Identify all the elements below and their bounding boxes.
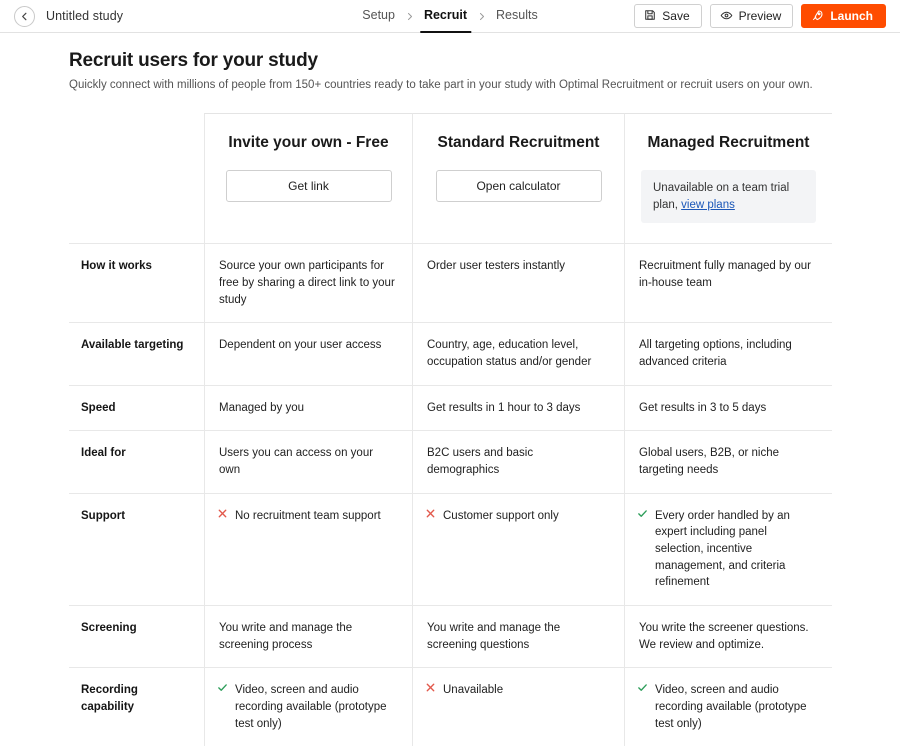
row-label-screening: Screening xyxy=(69,605,204,667)
cell-text: Video, screen and audio recording available (prototype test only) xyxy=(655,684,807,730)
cell-text: Video, screen and audio recording available (prototype test only) xyxy=(235,684,387,730)
row-label-support: Support xyxy=(69,493,204,605)
floppy-disk-icon xyxy=(644,9,656,23)
page-subtitle: Quickly connect with millions of people from 150+ countries ready to take part in your study with Optimal Recruitment or recruit users on your own. xyxy=(69,79,813,91)
row-label-recording-capability: Recording capability xyxy=(69,667,204,746)
preview-button[interactable] xyxy=(710,4,794,28)
back-button[interactable] xyxy=(14,6,35,27)
column-standard-recruitment xyxy=(412,113,624,243)
table-cell: Dependent on your user access xyxy=(204,322,412,384)
page-title: Recruit users for your study xyxy=(69,50,318,71)
tab-recruit[interactable]: Recruit xyxy=(420,0,471,33)
recruitment-comparison-table xyxy=(69,113,832,746)
study-title[interactable]: Untitled study xyxy=(46,9,124,23)
cell-text: Unavailable xyxy=(443,684,504,697)
table-cell xyxy=(624,493,832,605)
save-label: Save xyxy=(662,9,690,23)
row-label-ideal-for: Ideal for xyxy=(69,430,204,492)
row-label-speed: Speed xyxy=(69,385,204,431)
table-cell: All targeting options, including advanced criteria xyxy=(624,322,832,384)
column-title: Managed Recruitment xyxy=(647,134,810,151)
table-cell: Get results in 3 to 5 days xyxy=(624,385,832,431)
rocket-icon xyxy=(811,9,824,24)
top-toolbar xyxy=(0,0,900,33)
table-cell: Managed by you xyxy=(204,385,412,431)
eye-icon xyxy=(720,9,733,24)
plan-unavailable-notice xyxy=(641,170,816,223)
tab-results[interactable]: Results xyxy=(496,7,538,22)
check-icon xyxy=(637,508,649,520)
save-button[interactable] xyxy=(634,4,701,28)
table-cell: You write and manage the screening process xyxy=(204,605,412,667)
page-header xyxy=(0,33,900,91)
table-cell: You write the screener questions. We review and optimize. xyxy=(624,605,832,667)
check-icon xyxy=(637,682,649,694)
table-cell xyxy=(412,667,624,746)
column-title: Invite your own - Free xyxy=(228,134,389,151)
tab-setup[interactable]: Setup xyxy=(362,7,395,22)
cross-icon xyxy=(217,508,229,520)
notice-text: Unavailable on a team trial plan, xyxy=(653,182,790,211)
step-nav xyxy=(358,0,541,33)
table-cell: Get results in 1 hour to 3 days xyxy=(412,385,624,431)
open-calculator-button[interactable]: Open calculator xyxy=(436,170,602,202)
arrow-left-icon xyxy=(19,11,30,22)
check-icon xyxy=(217,682,229,694)
table-cell xyxy=(204,493,412,605)
view-plans-link[interactable]: view plans xyxy=(681,198,735,211)
column-managed-recruitment xyxy=(624,113,832,243)
table-cell xyxy=(624,667,832,746)
cell-text: Every order handled by an expert including panel selection, incentive management, and criteria refinement xyxy=(655,509,790,589)
column-title: Standard Recruitment xyxy=(437,134,600,151)
table-cell: Users you can access on your own xyxy=(204,430,412,492)
column-invite-your-own xyxy=(204,113,412,243)
cell-text: Customer support only xyxy=(443,509,559,522)
table-cell xyxy=(204,667,412,746)
chevron-right-icon xyxy=(406,12,413,21)
launch-label: Launch xyxy=(830,9,873,23)
chevron-right-icon-2 xyxy=(478,12,485,21)
table-cell: Source your own participants for free by sharing a direct link to your study xyxy=(204,243,412,322)
launch-button[interactable] xyxy=(801,4,886,28)
preview-label: Preview xyxy=(738,9,782,23)
table-cell: You write and manage the screening questions xyxy=(412,605,624,667)
row-label-available-targeting: Available targeting xyxy=(69,322,204,384)
table-cell: Global users, B2B, or niche targeting needs xyxy=(624,430,832,492)
table-cell: B2C users and basic demographics xyxy=(412,430,624,492)
cross-icon xyxy=(425,682,437,694)
toolbar-actions xyxy=(634,4,886,28)
get-link-button[interactable]: Get link xyxy=(226,170,392,202)
table-cell: Order user testers instantly xyxy=(412,243,624,322)
cell-text: No recruitment team support xyxy=(235,509,381,522)
table-corner xyxy=(69,113,204,243)
table-cell xyxy=(412,493,624,605)
cross-icon xyxy=(425,508,437,520)
table-cell: Country, age, education level, occupation status and/or gender xyxy=(412,322,624,384)
table-cell: Recruitment fully managed by our in-house team xyxy=(624,243,832,322)
row-label-how-it-works: How it works xyxy=(69,243,204,322)
